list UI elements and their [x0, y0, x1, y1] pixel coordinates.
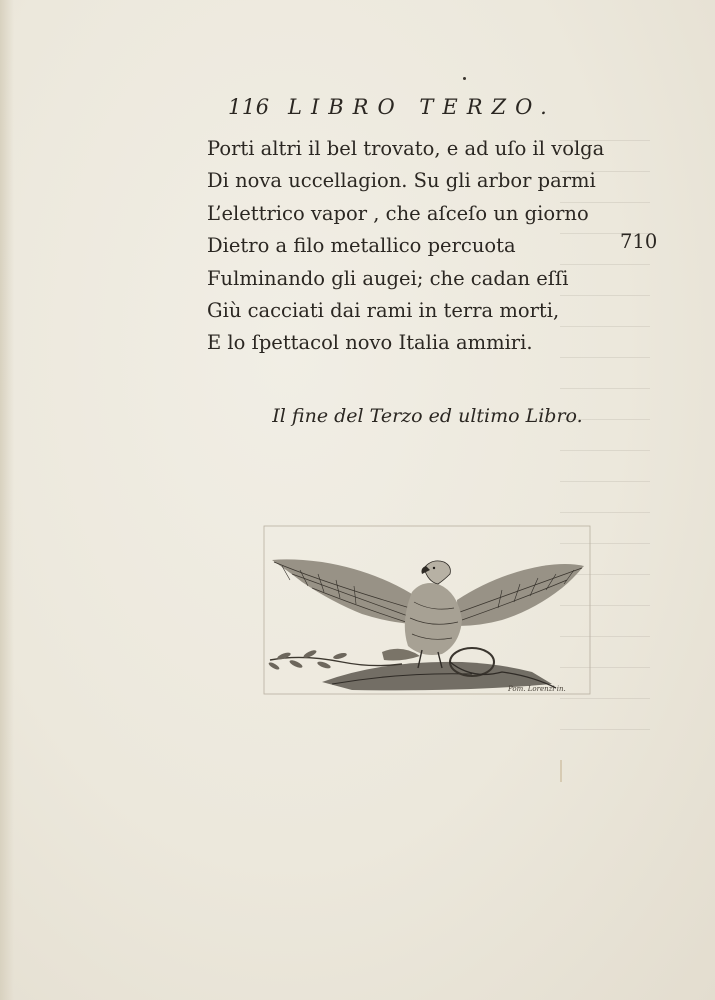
- verse-block: [207, 133, 667, 360]
- verse-line: Dietro a filo metallico percuota: [207, 234, 516, 258]
- verse-line: Di nova uccellagion. Su gli arbor parmi: [207, 169, 596, 193]
- verse-line: E lo ſpettacol novo Italia ammiri.: [207, 331, 533, 355]
- page-edge-shadow: [0, 0, 14, 1000]
- verse-line: Porti altri il bel trovato, e ad uſo il volga: [207, 137, 605, 160]
- verse-line: L’elettrico vapor , che aſceſo un giorno: [207, 201, 589, 225]
- book-ending-note: Il fine del Terzo ed ultimo Libro.: [272, 405, 583, 427]
- eagle-engraving-icon: [262, 522, 594, 700]
- verse-line: Giù cacciati dai rami in terra morti,: [207, 298, 560, 322]
- ink-dot: [463, 77, 466, 80]
- paper-stain: [560, 760, 562, 782]
- engraver-signature: Pom. Lorenzi in.: [508, 685, 566, 693]
- page-number: 116: [228, 95, 270, 119]
- running-title: LIBRO TERZO.: [288, 95, 556, 119]
- line-number: 710: [620, 230, 658, 253]
- running-header: [228, 95, 568, 125]
- verse-line: Fulminando gli augei; che cadan eſſi: [207, 266, 569, 290]
